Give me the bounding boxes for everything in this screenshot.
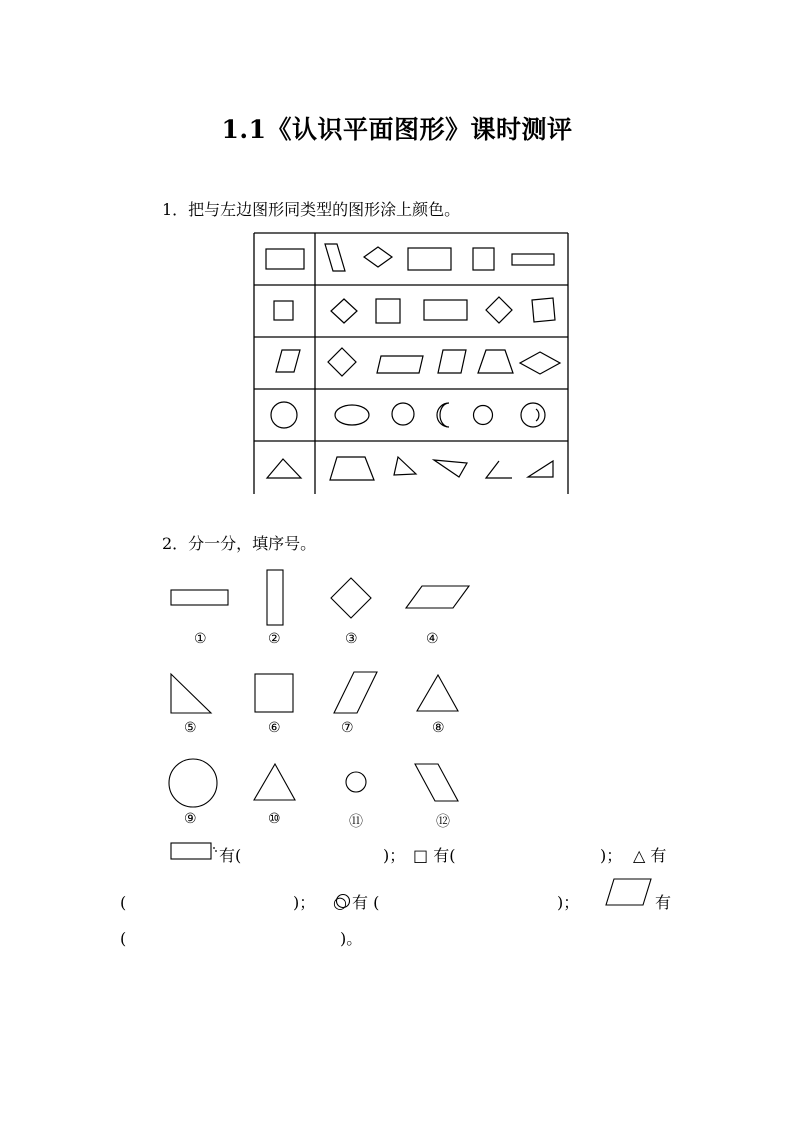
table-row-rectangle	[266, 244, 554, 271]
inline-parallelogram-icon	[606, 879, 651, 905]
table-row-circle	[271, 402, 545, 428]
figure-10-triangle	[254, 764, 295, 800]
circle-answer-blank[interactable]	[398, 893, 553, 913]
option-rectangle-shape[interactable]	[408, 248, 451, 270]
option-diamond-shape[interactable]	[486, 297, 512, 323]
option-rectangle-thin-shape[interactable]	[512, 254, 554, 265]
figure-11-circle-small	[346, 772, 366, 792]
option-right-triangle-shape[interactable]	[528, 461, 553, 477]
ref-square-shape	[274, 301, 293, 320]
figure-8-triangle	[417, 675, 458, 711]
label-8: ⑧	[432, 720, 445, 736]
figure-7-parallelogram-tall	[334, 672, 377, 713]
option-rhombus-shape[interactable]	[331, 299, 357, 323]
dot-mark	[215, 850, 217, 852]
label-11: ⑪	[349, 814, 363, 830]
close-paren-3: )；	[293, 893, 316, 912]
figure-9-circle-large	[169, 759, 217, 807]
option-circle-with-arc-shape[interactable]	[521, 403, 545, 427]
label-4: ④	[426, 631, 439, 647]
open-paren-3: (	[120, 893, 127, 912]
option-triangle-shape[interactable]	[394, 457, 416, 475]
option-small-circle-shape[interactable]	[474, 406, 493, 425]
figure-6-square	[255, 674, 293, 712]
option-ellipse-shape[interactable]	[335, 405, 369, 425]
label-7: ⑦	[341, 720, 354, 736]
close-paren-1: )；	[383, 846, 406, 865]
ref-circle-shape	[271, 402, 297, 428]
shape-table	[253, 232, 569, 494]
arc-mark	[536, 409, 539, 421]
ref-rectangle-shape	[266, 249, 304, 269]
option-parallelogram-shape[interactable]	[325, 244, 345, 271]
label-1: ①	[194, 631, 207, 647]
option-diamond-wide-shape[interactable]	[520, 352, 560, 374]
figure-5-right-triangle	[171, 674, 211, 713]
rectangle-answer-blank[interactable]	[250, 846, 380, 866]
figure-12-parallelogram-slanted	[415, 764, 458, 801]
label-2: ②	[268, 631, 281, 647]
option-tilted-square-shape[interactable]	[532, 298, 555, 322]
table-row-triangle	[267, 457, 553, 480]
option-rectangle-shape[interactable]	[424, 300, 467, 320]
label-10: ⑩	[268, 811, 281, 827]
figure-1-rectangle	[171, 590, 228, 605]
label-3: ③	[345, 631, 358, 647]
option-trapezoid-shape[interactable]	[478, 350, 513, 373]
option-angle-shape[interactable]	[486, 461, 512, 478]
option-parallelogram-shape[interactable]	[438, 350, 466, 373]
label-5: ⑤	[184, 720, 197, 736]
circle-has-text: ○ 有 (	[333, 893, 380, 912]
open-paren-5: (	[120, 929, 127, 948]
close-paren-2: )；	[600, 846, 623, 865]
square-has-text: □ 有(	[413, 846, 456, 865]
option-rhombus-shape[interactable]	[364, 247, 392, 267]
table-row-parallelogram	[276, 348, 560, 376]
triangle-answer-blank[interactable]	[130, 893, 290, 913]
close-paren-5: )。	[340, 929, 363, 948]
option-parallelogram-wide-shape[interactable]	[377, 356, 423, 373]
rectangle-has-text: 有(	[219, 846, 242, 865]
figure-2-rectangle-tall	[267, 570, 283, 625]
dot-mark	[213, 847, 215, 849]
question-1-text: 1．把与左边图形同类型的图形涂上颜色。	[162, 200, 461, 219]
option-rhombus-shape[interactable]	[328, 348, 356, 376]
option-trapezoid-shape[interactable]	[330, 457, 374, 480]
label-12: ⑫	[436, 814, 450, 830]
parallelogram-has-text: 有	[655, 893, 672, 912]
close-paren-4: )；	[557, 893, 580, 912]
option-crescent-shape[interactable]	[437, 403, 449, 427]
option-square-shape[interactable]	[473, 248, 494, 270]
table-row-square	[274, 297, 555, 323]
square-answer-blank[interactable]	[470, 846, 595, 866]
figure-4-parallelogram	[406, 586, 469, 608]
triangle-has-text: △ 有	[633, 846, 667, 865]
page-title: 1.1《认识平面图形》课时测评	[221, 115, 573, 144]
ref-parallelogram-shape	[276, 350, 300, 372]
figure-3-diamond	[331, 578, 371, 618]
option-triangle-inverted-shape[interactable]	[434, 460, 467, 477]
parallelogram-answer-blank[interactable]	[130, 929, 335, 949]
option-square-shape[interactable]	[376, 299, 400, 323]
label-9: ⑨	[184, 811, 197, 827]
option-circle-shape[interactable]	[392, 403, 414, 425]
ref-triangle-shape	[267, 459, 301, 478]
label-6: ⑥	[268, 720, 281, 736]
question-2-text: 2．分一分，填序号。	[162, 534, 317, 553]
inline-rectangle-icon	[171, 843, 211, 859]
